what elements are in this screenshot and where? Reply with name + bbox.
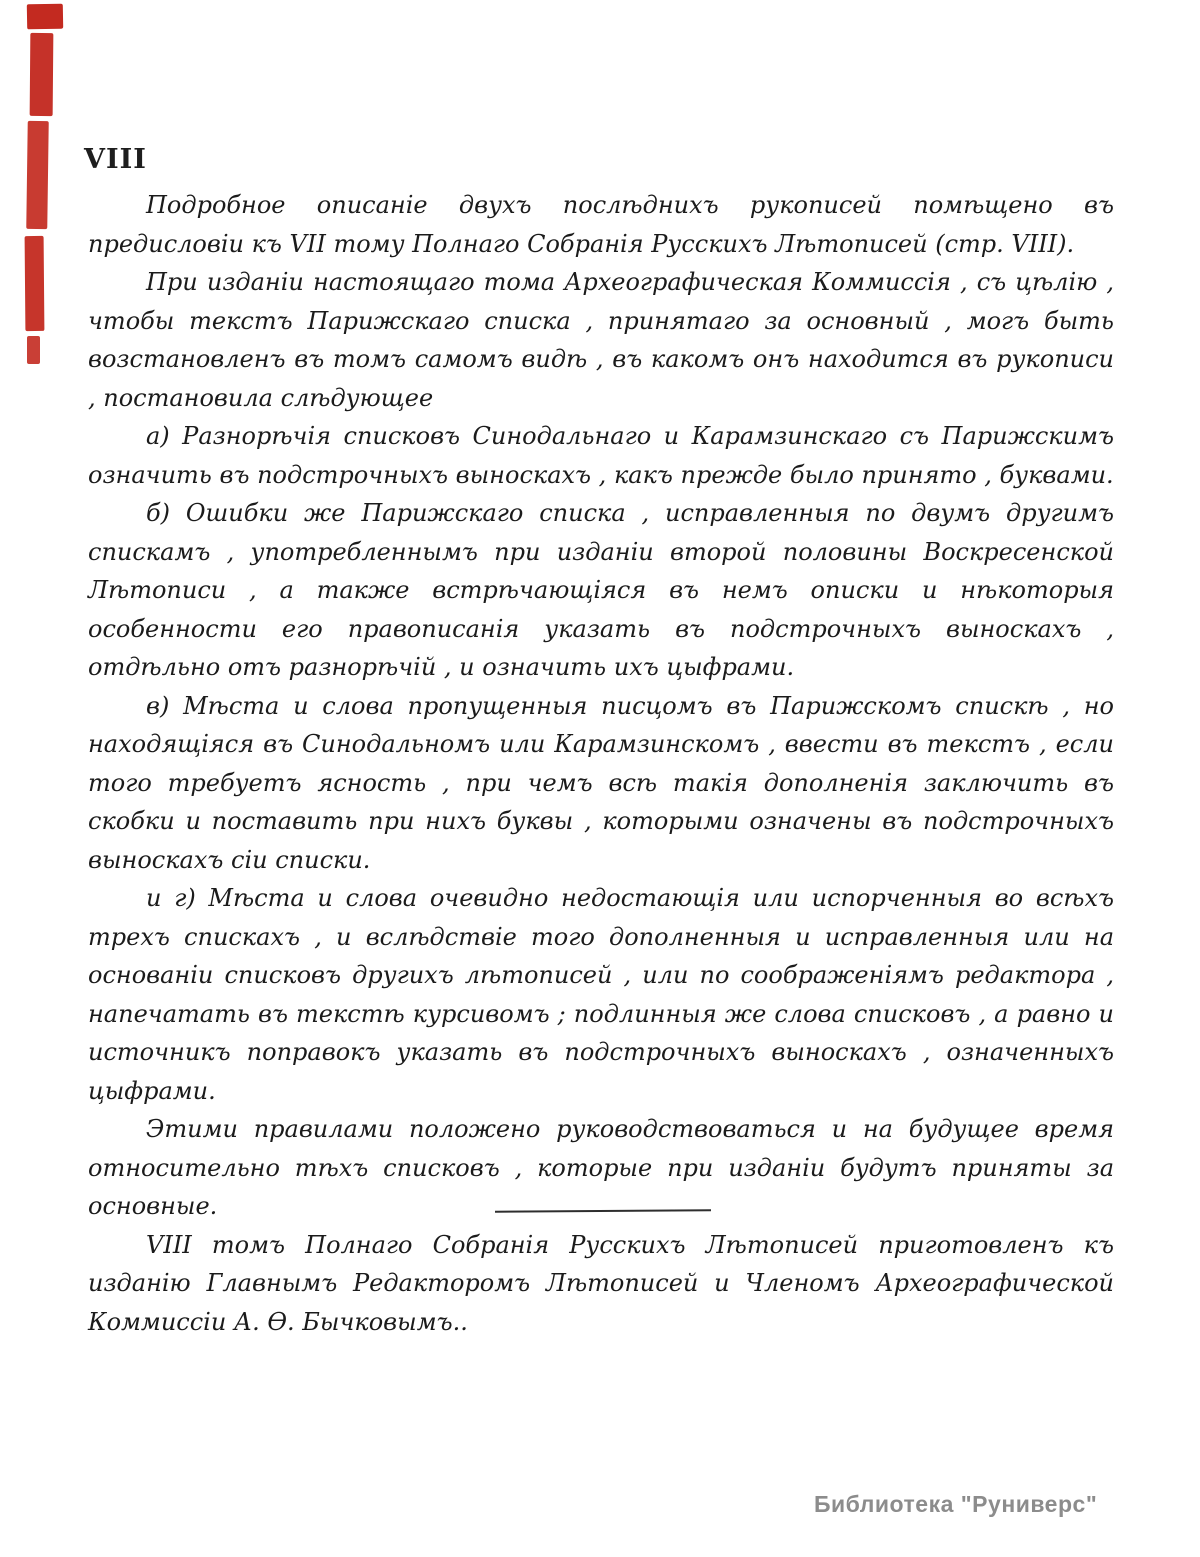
paragraph-volume-editor: VIII томъ Полнаго Собранія Русскихъ Лѣтописей приготовленъ къ изданію Главнымъ Редакторомъ Лѣтописей и Членомъ Археографической Коммиссіи А. Ѳ. Бычковымъ.. [88, 1230, 1114, 1336]
scan-artifact-red-mark [30, 33, 54, 116]
scan-artifact-red-mark [27, 4, 63, 30]
paragraph-future-editions: Этими правилами положено руководствоваться и на будущее время относительно тѣхъ списковъ , которые при изданіи будутъ приняты за основные. [88, 1115, 1114, 1220]
paragraph-rule-a: а) Разнорѣчія списковъ Синодальнаго и Карамзинскаго съ Парижскимъ означить въ подстрочныхъ выноскахъ , какъ прежде было принято , буквами. [88, 422, 1114, 489]
page-number: VIII [84, 144, 147, 175]
scan-artifact-red-mark [26, 121, 49, 229]
scan-artifact-red-mark [27, 336, 40, 364]
paragraph-commission-resolution: При изданіи настоящаго тома Археографическая Коммиссія , съ цѣлію , чтобы текстъ Парижскаго списка , принятаго за основный , могъ быть возстановленъ въ томъ самомъ видѣ , въ какомъ онъ находится въ рукописи , постановила слѣдующее [88, 268, 1114, 412]
paragraph-rule-g: и г) Мѣста и слова очевидно недостающія или испорченныя во всѣхъ трехъ спискахъ , и вслѣдствіе того дополненныя и исправленныя или на основаніи списковъ другихъ лѣтописей , или по соображеніямъ редактора , напечатать въ текстѣ курсивомъ ; подлинныя же слова списковъ , а равно и источникъ поправокъ указать въ подстрочныхъ выноскахъ , означенныхъ цыфрами. [88, 884, 1114, 1105]
scan-artifact-red-mark [25, 236, 45, 331]
library-watermark: Библиотека "Руниверс" [814, 1491, 1098, 1517]
page-body [88, 186, 1114, 1341]
paragraph-manuscripts-description: Подробное описаніе двухъ послѣднихъ рукописей помѣщено въ предисловіи къ VII тому Полнаго Собранія Русскихъ Лѣтописей (стр. VIII). [88, 191, 1114, 258]
paragraph-rule-v: в) Мѣста и слова пропущенныя писцомъ въ Парижскомъ спискѣ , но находящіяся въ Синодальномъ или Карамзинскомъ , ввести въ текстъ , если того требуетъ ясность , при чемъ всѣ такія дополненія заключить въ скобки и поставить при нихъ буквы , которыми означены въ подстрочныхъ выноскахъ сіи списки. [88, 691, 1114, 874]
paragraph-rule-b: б) Ошибки же Парижскаго списка , исправленныя по двумъ другимъ спискамъ , употребленнымъ при изданіи второй половины Воскресенской Лѣтописи , а также встрѣчающіяся въ немъ описки и нѣкоторыя особенности его правописанія указать въ подстрочныхъ выноскахъ , отдѣльно отъ разнорѣчій , и означить ихъ цыфрами. [88, 499, 1114, 681]
